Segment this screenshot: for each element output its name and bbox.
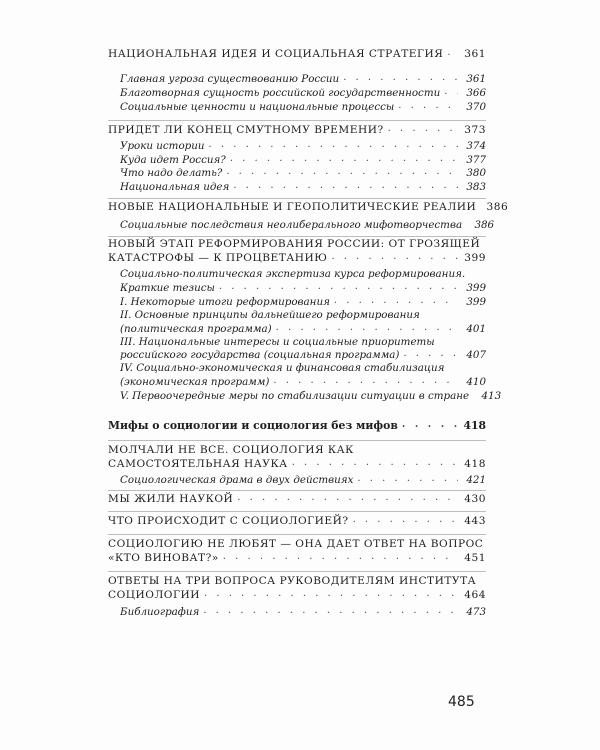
toc-subentry[interactable] <box>120 390 502 402</box>
toc-subentry[interactable] <box>120 349 486 361</box>
toc-entry-page: 464 <box>464 589 486 601</box>
toc-subentry[interactable] <box>120 87 486 99</box>
toc-subentry-title: Библиография <box>120 606 200 618</box>
toc-entry-page: 399 <box>464 252 486 264</box>
toc-subentry-page: 361 <box>466 73 486 85</box>
toc-entry-not-loved[interactable] <box>108 552 486 564</box>
toc-subentry-page: 386 <box>474 219 495 231</box>
toc-subentry[interactable] <box>120 140 486 152</box>
toc-entry-what-happens[interactable] <box>108 515 486 527</box>
divider <box>108 120 486 121</box>
toc-subentry-page: 377 <box>466 154 486 166</box>
toc-subentry[interactable] <box>120 154 486 166</box>
toc-subentry-title: российского государства (социальная программа) <box>120 349 400 361</box>
toc-subentry-title: Что надо делать? <box>120 167 223 179</box>
toc-entry-answers-title-line1: ОТВЕТЫ НА ТРИ ВОПРОСА РУКОВОДИТЕЛЯМ ИНСТИТУТА <box>108 575 477 587</box>
divider <box>108 198 486 199</box>
toc-subentry-page: 407 <box>466 349 486 361</box>
toc-subentry-title: (политическая программа) <box>120 323 272 335</box>
toc-part-title: Мифы о социологии и социология без мифов <box>108 419 398 432</box>
page-number: 485 <box>448 694 475 710</box>
toc-subentry-page: 366 <box>466 87 486 99</box>
divider <box>108 236 486 237</box>
toc-subentry[interactable] <box>120 474 486 486</box>
toc-subentry[interactable] <box>120 323 486 335</box>
toc-entry-title: НОВЫЕ НАЦИОНАЛЬНЫЕ И ГЕОПОЛИТИЧЕСКИЕ РЕАЛИИ <box>108 201 477 213</box>
divider <box>108 571 486 572</box>
toc-entry-title: СОЦИОЛОГИИ <box>108 589 200 601</box>
toc-subentry[interactable] <box>120 219 495 231</box>
toc-part-page: 418 <box>463 419 486 432</box>
toc-entry-title: КАТАСТРОФЫ — К ПРОЦВЕТАНИЮ <box>108 252 328 264</box>
toc-subentry-title: Социологическая драма в двух действиях <box>120 474 354 486</box>
toc-entry-title: ПРИДЕТ ЛИ КОНЕЦ СМУТНОМУ ВРЕМЕНИ? <box>108 124 384 136</box>
toc-entry-title: «КТО ВИНОВАТ?» <box>108 552 219 564</box>
toc-entry-reform-title-line1: НОВЫЙ ЭТАП РЕФОРМИРОВАНИЯ РОССИИ: ОТ ГРОЗЯЩЕЙ <box>108 238 481 250</box>
divider <box>108 511 486 512</box>
toc-subentry[interactable] <box>120 296 486 308</box>
toc-subentry-title: I. Некоторые итоги реформирования <box>120 296 330 308</box>
toc-subentry[interactable] <box>120 282 486 294</box>
toc-entry-page: 361 <box>464 48 486 60</box>
toc-subentry-page: 383 <box>466 181 486 193</box>
toc-subentry-line1: IV. Социально-экономическая и финансовая стабилизация <box>120 362 445 374</box>
toc-entry-page: 443 <box>464 515 486 527</box>
toc-subentry-page: 380 <box>466 167 486 179</box>
toc-subentry[interactable] <box>120 376 486 388</box>
toc-subentry[interactable] <box>120 73 486 85</box>
toc-subentry-title: Национальная идея <box>120 181 230 193</box>
toc-entry-answers[interactable] <box>108 589 486 601</box>
toc-entry-title: ЧТО ПРОИСХОДИТ С СОЦИОЛОГИЕЙ? <box>108 515 349 527</box>
toc-subentry-page: 374 <box>466 140 486 152</box>
toc-subentry[interactable] <box>120 606 486 618</box>
toc-subentry-page: 370 <box>466 101 486 113</box>
toc-entry-geopolitical[interactable] <box>108 201 509 213</box>
toc-subentry-page: 413 <box>481 390 502 402</box>
toc-subentry-title: Благотворная сущность российской государственности <box>120 87 441 99</box>
toc-entry-silent-title-line1: МОЛЧАЛИ НЕ ВСЕ. СОЦИОЛОГИЯ КАК <box>108 444 354 456</box>
toc-subentry-title: Уроки истории <box>120 140 205 152</box>
toc-entry-troubled-times[interactable] <box>108 124 486 136</box>
toc-subentry-page: 399 <box>466 282 486 294</box>
toc-subentry-title: V. Первоочередные меры по стабилизации ситуации в стране <box>120 390 470 402</box>
toc-subentry-page: 473 <box>466 606 486 618</box>
toc-entry-lived-science[interactable] <box>108 493 486 505</box>
toc-entry-page: 373 <box>464 124 486 136</box>
toc-subentry-title: Социальные ценности и национальные процессы <box>120 101 395 113</box>
toc-subentry[interactable] <box>120 181 486 193</box>
toc-subentry-title: Куда идет Россия? <box>120 154 226 166</box>
divider <box>108 534 486 535</box>
toc-part-myths[interactable] <box>108 419 486 432</box>
toc-entry-page: 386 <box>486 201 509 213</box>
toc-subentry-line1: III. Национальные интересы и социальные приоритеты <box>120 336 435 348</box>
toc-entry-title: САМОСТОЯТЕЛЬНАЯ НАУКА <box>108 458 288 470</box>
toc-entry-page: 430 <box>464 493 486 505</box>
toc-entry-title: МЫ ЖИЛИ НАУКОЙ <box>108 493 234 505</box>
toc-subentry-page: 401 <box>466 323 486 335</box>
toc-subentry-title: Социальные последствия неолиберального мифотворчества <box>120 219 463 231</box>
toc-entry-title: НАЦИОНАЛЬНАЯ ИДЕЯ И СОЦИАЛЬНАЯ СТРАТЕГИЯ <box>108 48 444 60</box>
toc-entry-silent[interactable] <box>108 458 486 470</box>
toc-subentry-page: 421 <box>466 474 486 486</box>
toc-subentry-line1: Социально-политическая экспертиза курса реформирования. <box>120 268 466 280</box>
toc-entry-page: 418 <box>464 458 486 470</box>
toc-subentry[interactable] <box>120 101 486 113</box>
toc-subentry[interactable] <box>120 167 486 179</box>
toc-entry-reform[interactable] <box>108 252 486 264</box>
toc-entry-national-idea[interactable] <box>108 48 486 60</box>
toc-subentry-title: (экономическая программ) <box>120 376 270 388</box>
toc-subentry-page: 399 <box>466 296 486 308</box>
toc-subentry-title: Главная угроза существованию России <box>120 73 340 85</box>
divider <box>108 440 486 441</box>
toc-subentry-line1: II. Основные принципы дальнейшего реформирования <box>120 309 420 321</box>
divider <box>108 490 486 491</box>
toc-entry-page: 451 <box>464 552 486 564</box>
toc-entry-not-loved-title-line1: СОЦИОЛОГИЮ НЕ ЛЮБЯТ — ОНА ДАЕТ ОТВЕТ НА ВОПРОС <box>108 538 484 550</box>
toc-subentry-title: Краткие тезисы <box>120 282 215 294</box>
toc-subentry-page: 410 <box>466 376 486 388</box>
